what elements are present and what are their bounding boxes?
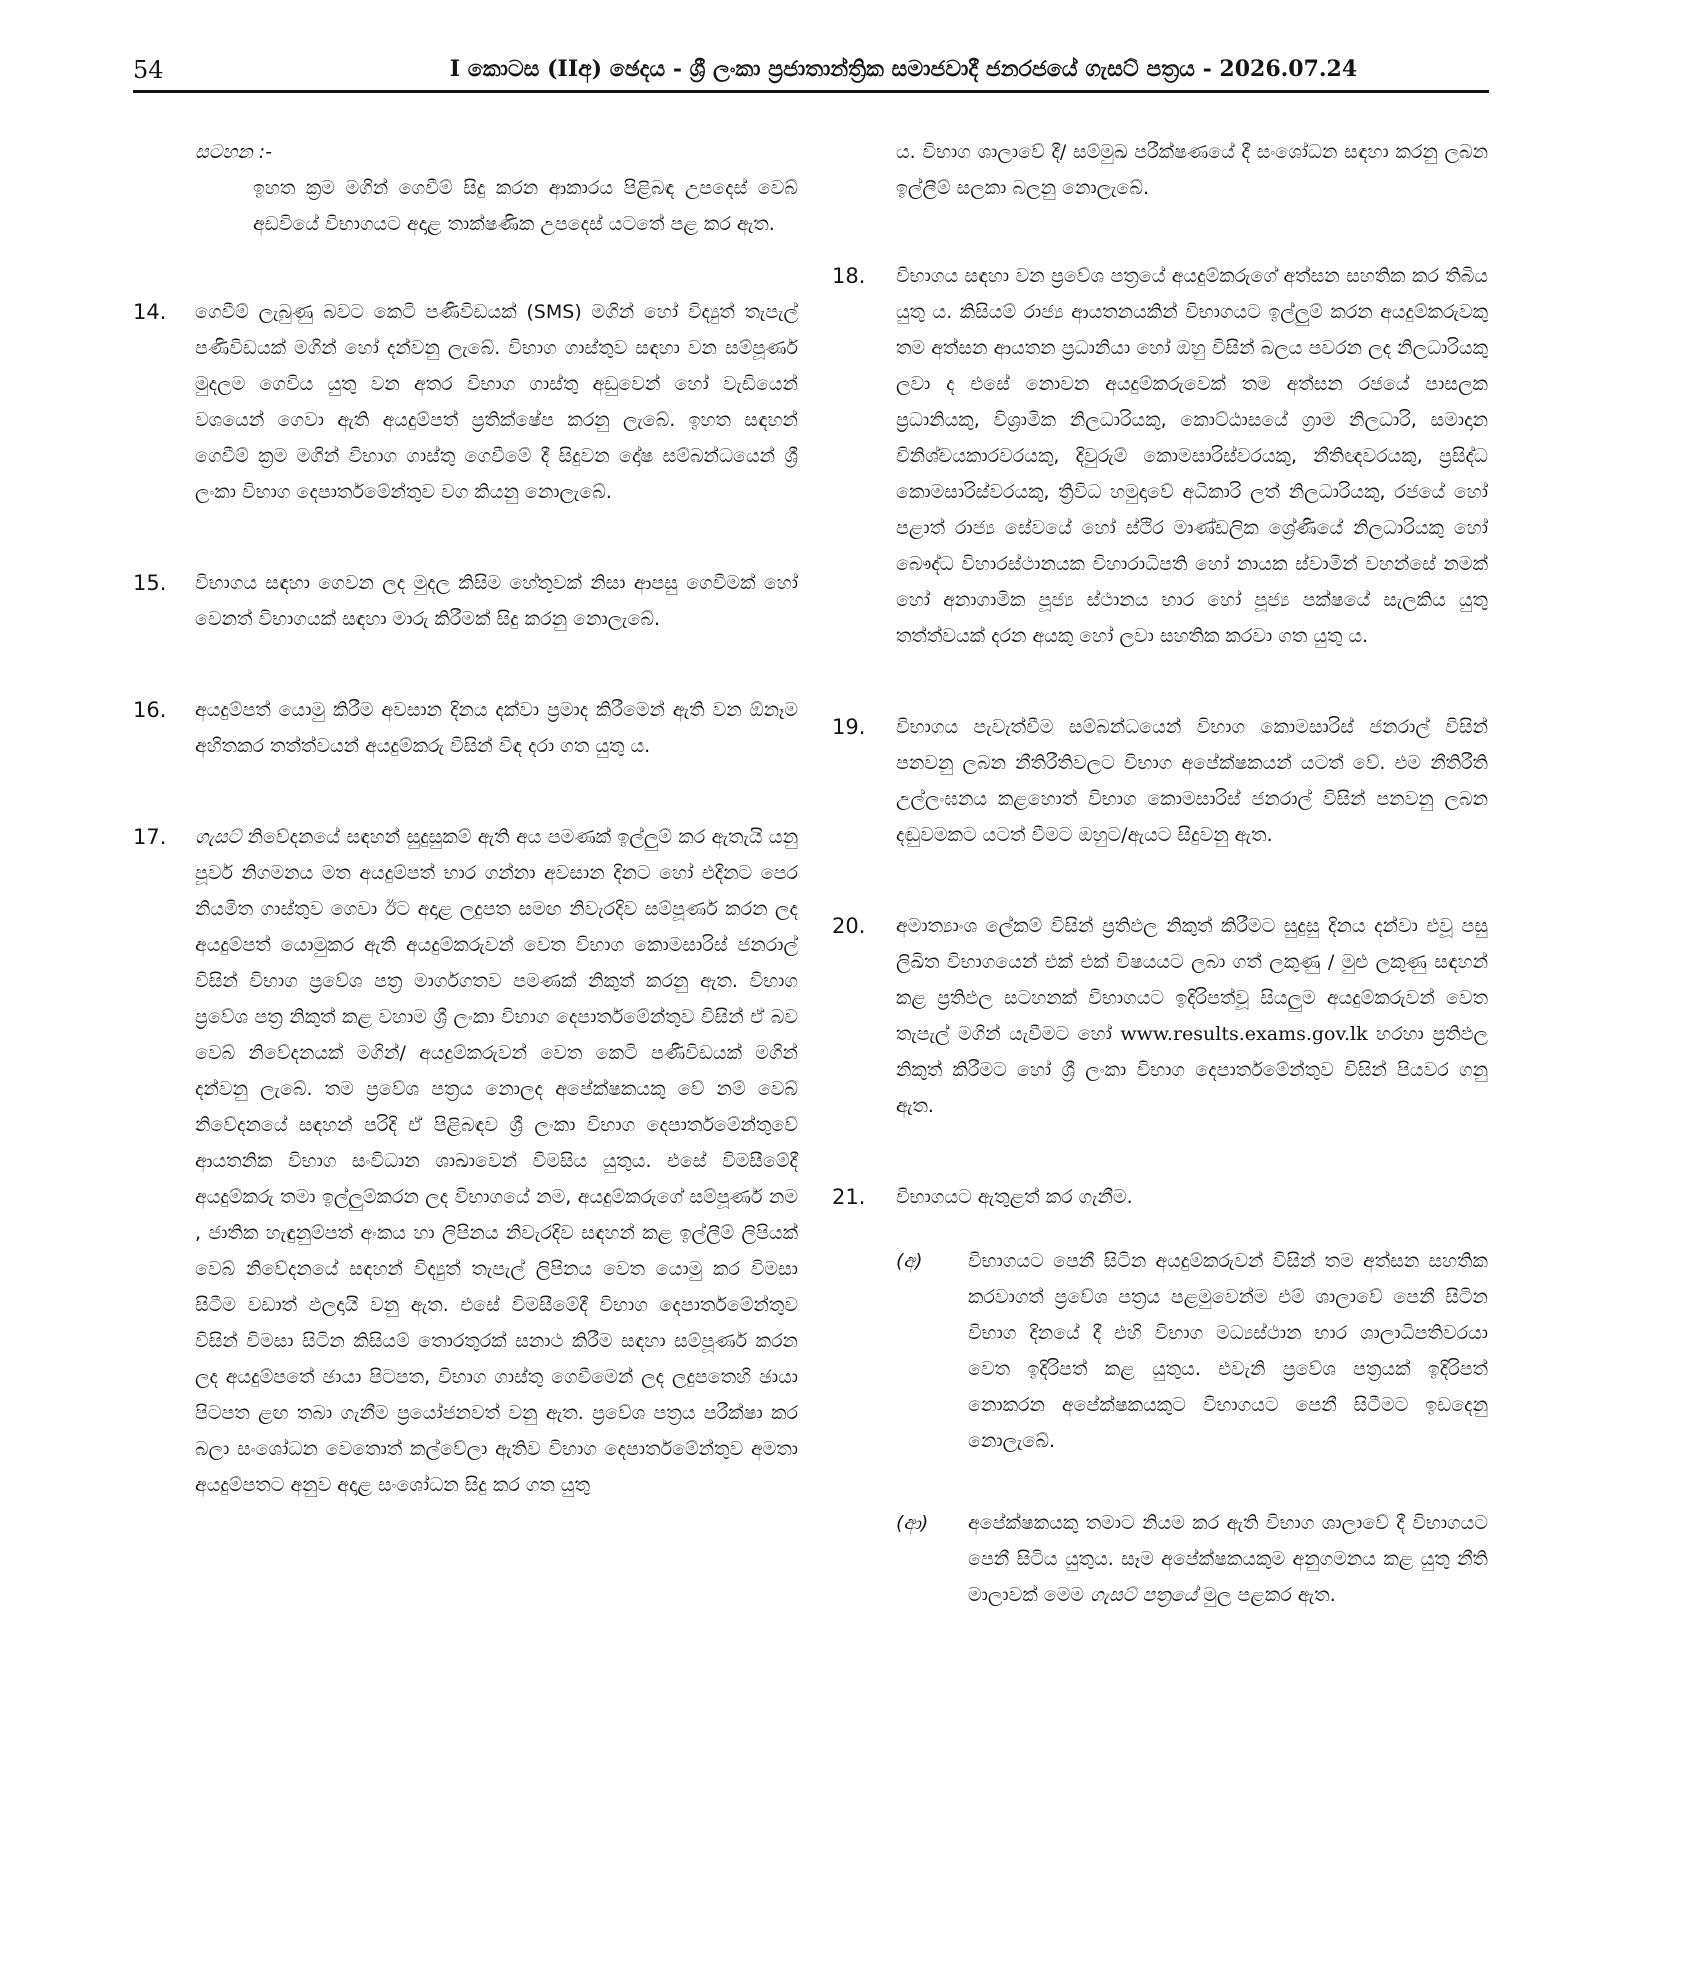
sub-clause-label: (අ) [896,1250,923,1272]
clause-text: විභාගය පැවැත්වීම සම්බන්ධයෙන් විභාග කොමසාරිස් ජනරාල් විසින් පනවනු ලබන නීතිරීතිවලට විභාග අපේක්ෂකයන් යටත් වේ. එම නීතිරීති උල්ලංඝනය කළහොත් විභාග කොමසාරිස් ජනරාල් විසින් පනවනු ලබන දඬුවමකට යටත් වීමට ඔහුට/ඇයට සිදුවනු ඇත. [896,716,1488,846]
sub-clause-text: විභාගයට පෙනී සිටින අයදුම්කරුවන් විසින් තම අත්සන සහතික කරවාගත් ප්‍රවේශ පත්‍රය පළමුවෙන්ම එම් ශාලාවේ පෙනී සිටින විභාග දිනයේ දී එහි විභාග මධ්‍යස්ථාන භාර ශාලාධිපතිවරයා වෙත ඉදිරිපත් කළ යුතුය. එවැනි ප්‍රවේශ පත්‍රයක් ඉදිරිපත් නොකරන අපේක්ෂකයකුට විභාගයට පෙනී සිටීමට ඉඩදෙනු නොලැබේ. [968,1250,1488,1452]
left-column [133,134,798,1558]
clause-number: 15. [133,571,167,595]
clause-text: විභාගය සඳහා ගෙවන ලද මුදල කිසිම හේතුවක් නිසා ආපසු ගෙවීමක් හෝ වෙනත් විභාගයක් සඳහා මාරු කිරීමක් සිදු කරනු නොලැබේ. [195,572,798,630]
results-url: www.results.exams.gov.lk [1120,1023,1368,1045]
clause-text-before: අමාත්‍යාංශ ලේකම් විසින් ප්‍රතිඵල නිකුත් කිරීමට සුදුසු දිනය දන්වා එවූ පසු ලිඛිත විභාගයෙන් එක් එක් විෂයයට ලබා ගත් ලකුණු / මුළු ලකුණු සඳහන් කළ ප්‍රතිඵල සටහනක් විභාගයට ඉදිරිපත්වූ සියලුම අයදුම්කරුවන් වෙත තැපැල් මගින් යැවීමට හෝ [896,915,1488,1045]
clause-15 [133,565,798,637]
clause-text [195,819,798,1503]
clause-text [896,908,1488,1124]
clause-number: 16. [133,698,167,722]
sub-clause-text-after: මුල පළකර ඇත. [1197,1584,1336,1606]
clause-14 [133,294,798,510]
sub-clause-label: (ආ) [896,1512,929,1534]
note-text: ඉහත ක්‍රම මගින් ගෙවීම් සිදු කරන ආකාරය පිළිබඳ උපදෙස් වෙබ් අඩවියේ විභාගයට අදාළ තාක්ෂණික උපදෙස් යටතේ පළ කර ඇත. [253,177,798,235]
clause-text-after: හරහා ප්‍රතිඵල නිකුත් කිරීමට හෝ ශ්‍රී ලංකා විභාග දෙපාර්තමේන්තුව විසින් පියවර ගනු ඇත. [896,1023,1488,1117]
gazette-word: ගැසට් [195,826,242,848]
sub-clause-aa [896,1505,1488,1613]
clause-21 [832,1179,1488,1215]
page-number: 54 [133,56,164,84]
right-column [832,134,1488,1659]
clause-20 [832,908,1488,1124]
clause-number: 14. [133,300,167,324]
clause-number: 21. [832,1185,866,1209]
page-header [133,56,1489,93]
clause-text: විභාගයට ඇතුළත් කර ගැනීම. [896,1186,1133,1208]
clause-number: 20. [832,914,866,938]
note-section [133,134,798,242]
clause-19 [832,709,1488,853]
gazette-phrase: ගැසට් පත්‍රයේ [1090,1584,1198,1606]
sub-clause-a [896,1243,1488,1459]
note-title: සටහන :- [195,141,273,163]
sub-clause-text-body: අපේක්ෂකයකු තමාට නියම කර ඇති විභාග ශාලාවේ දී විභාගයට පෙනී සිටිය යුතුය. සෑම අපේක්ෂකයකුම අනුගමනය කළ යුතු නීති මාලාවක් මෙම [968,1512,1488,1606]
clause-18 [832,258,1488,654]
gazette-title: I කොටස (IIඅ) ඡෙදය - ශ්‍රී ලංකා ප්‍රජාතාන්ත්‍රික සමාජවාදී ජනරජයේ ගැසට් පත්‍රය - 2026.07.24 [449,56,1358,82]
clause-text-body: නිවේදනයේ සඳහන් සුදුසුකම් ඇති අය පමණක් ඉල්ලුම් කර ඇතැයි යනු පූර්ව නිගමනය මත අයදුම්පත් භාර ගන්නා අවසාන දිනට හෝ එදිනට පෙර නියමිත ගාස්තුව ගෙවා ඊට අදාළ ලදුපත සමඟ නිවැරදිව සම්පූර්ණ කරන ලද අයදුම්පත් යොමුකර ඇති අයදුම්කරුවන් වෙත විභාග කොමසාරිස් ජනරාල් විසින් විභාග ප්‍රවේශ පත්‍ර මාර්ගගතව පමණක් නිකුත් කරනු ඇත. විභාග ප්‍රවේශ පත්‍ර නිකුත් කළ වහාම ශ්‍රී ලංකා විභාග දෙපාර්තමේන්තුව විසින් ඒ බව වෙබ් නිවේදනයක් මගින්/ අයදුම්කරුවන් වෙත කෙටි පණිවිඩයක් මගින් දන්වනු ලැබේ. තම ප්‍රවේශ පත්‍රය නොලද අපේක්ෂකයකු වේ නම් වෙබ් නිවේදනයේ සඳහන් පරිදි ඒ පිළිබඳව ශ්‍රී ලංකා විභාග දෙපාර්තමේන්තුවේ ආයතනික විභාග සංවිධාන ශාඛාවෙන් විමසිය යුතුය. එසේ විමසීමේදී අයදුම්කරු තමා ඉල්ලුම්කරන ලද විභාගයේ නම, අයදුම්කරුගේ සම්පූර්ණ නම , ජාතික හැඳුනුම්පත් අංකය හා ලිපිනය නිවැරදිව සඳහන් කළ ඉල්ලීම් ලිපියක් වෙබ් නිවේදනයේ සඳහන් විද්‍යුත් තැපැල් ලිපිනය වෙත යොමු කර විමසා සිටීම වඩාත් ඵලදායි වනු ඇත. එසේ විමසීමේදී විභාග දෙපාර්තමේන්තුව විසින් විමසා සිටින කිසියම් තොරතුරක් සනාථ කිරීම සඳහා සම්පූර්ණ කරන ලද අයදුම්පතේ ඡායා පිටපත, විභාග ගාස්තු ගෙවීමෙන් ලද ලදුපතෙහි ඡායා පිටපත ළඟ තබා ගැනීම ප්‍රයෝජනවත් වනු ඇත. ප්‍රවේශ පත්‍රය පරීක්ෂා කර බලා සංශෝධන වෙතොත් කල්වේලා ඇතිව විභාග දෙපාර්තමේන්තුව අමතා අයදුම්පතට අනුව අදාළ සංශෝධන සිදු කර ගත යුතු [195,826,798,1496]
clause-17 [133,819,798,1503]
clause-17-continuation: ය. විභාග ශාලාවේ දී/ සම්මුඛ පරීක්ෂණයේ දී සංශෝධන සඳහා කරනු ලබන ඉල්ලීම් සලකා බලනු නොලැබේ. [896,141,1488,199]
clause-text: අයදුම්පත් යොමු කිරීම අවසාන දිනය දක්වා ප්‍රමාද කිරීමෙන් ඇති වන ඕනෑම අහිතකර තත්ත්වයන් අයදුම්කරු විසින් විඳ දරා ගත යුතු ය. [195,699,798,757]
clause-text: ගෙවීම් ලැබුණු බවට කෙටි පණිවිඩයක් (SMS) මගින් හෝ විද්‍යුත් තැපැල් පණිවිඩයක් මගින් හෝ දන්වනු ලැබේ. විභාග ගාස්තුව සඳහා වන සම්පූර්ණ මුදලම ගෙවිය යුතු වන අතර විභාග ගාස්තු අඩුවෙන් හෝ වැඩියෙන් වශයෙන් ගෙවා ඇති අයදුම්පත් ප්‍රතික්ෂේප කරනු ලැබේ. ඉහත සඳහන් ගෙවීම් ක්‍රම මගින් විභාග ගාස්තු ගෙවීමේ දී සිදුවන දෝෂ සම්බන්ධයෙන් ශ්‍රී ලංකා විභාග දෙපාර්තමේන්තුව වග කියනු නොලැබේ. [195,301,798,503]
clause-16 [133,692,798,764]
clause-number: 17. [133,825,167,849]
clause-text: විභාගය සඳහා වන ප්‍රවේශ පත්‍රයේ අයදුම්කරුගේ අත්සන සහතික කර තිබිය යුතු ය. කිසියම් රාජ්‍ය ආයතනයකින් විභාගයට ඉල්ලුම් කරන අයදුම්කරුවකු තම අත්සන ආයතන ප්‍රධානියා හෝ ඔහු විසින් බලය පවරන ලද නිලධාරියකු ලවා ද එසේ නොවන අයදුම්කරුවෙක් තම අත්සන රජයේ පාසලක ප්‍රධානියකු, විශ්‍රාමික නිලධාරියකු, කොට්ඨාසයේ ග්‍රාම නිලධාරි, සමාදාන විනිශ්චයකාරවරයකු, දිවුරුම් කොමසාරිස්වරයකු, නීතිඥවරයකු, ප්‍රසිද්ධ කොමසාරිස්වරයකු, ත්‍රිවිධ හමුදාවේ අධිකාරි ලත් නිලධාරියකු, රජයේ හෝ පළාත් රාජ්‍ය සේවයේ හෝ ස්ථිර මාණ්ඩලික ශ්‍රේණියේ නිලධාරියකු හෝ බෞද්ධ විහාරස්ථානයක විහාරාධිපති හෝ නායක ස්වාමින් වහන්සේ නමක් හෝ අනාගාමික පූජ්‍ය ස්ථානය භාර හෝ පූජ්‍ය පක්ෂයේ සැලකිය යුතු තත්ත්වයක් දරන අයකු හෝ ලවා සහතික කරවා ගත යුතු ය. [896,265,1488,647]
clause-number: 19. [832,715,866,739]
sub-clause-text [968,1505,1488,1613]
clause-number: 18. [832,264,866,288]
